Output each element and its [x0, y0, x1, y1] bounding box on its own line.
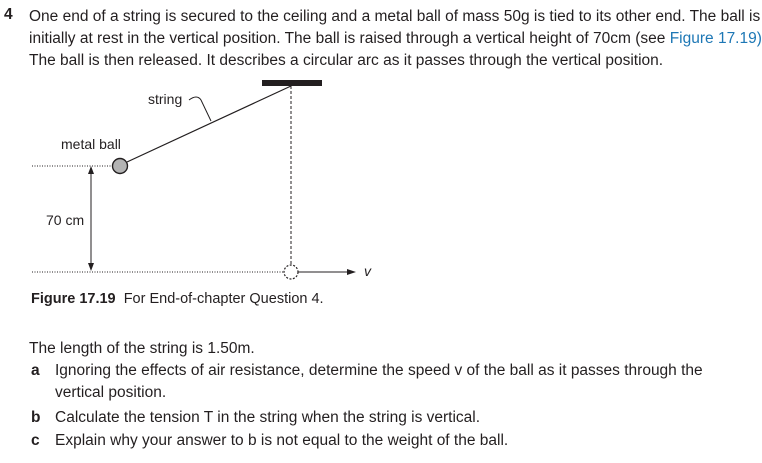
- velocity-arrowhead: [347, 269, 356, 275]
- part-b-label: b: [31, 409, 41, 426]
- part-a-line-1: Ignoring the effects of air resistance, determine the speed v of the ball as it passes through the: [55, 362, 703, 379]
- height-label: 70 cm: [46, 212, 85, 228]
- ceiling-bar: [262, 80, 322, 86]
- height-arrow-top: [88, 166, 94, 174]
- string-label: string: [148, 91, 183, 107]
- part-c-label: c: [31, 432, 40, 449]
- part-a-label: a: [31, 362, 40, 379]
- figure-caption: [31, 291, 324, 307]
- velocity-label: v: [364, 263, 371, 279]
- figure-link[interactable]: Figure 17.19): [669, 30, 762, 47]
- string-leader: [189, 97, 211, 121]
- given-info: The length of the string is 1.50m.: [29, 340, 255, 357]
- height-arrow-bottom: [88, 263, 94, 271]
- part-b-line-1: Calculate the tension T in the string when the string is vertical.: [55, 409, 481, 426]
- pendulum-figure: [0, 80, 400, 285]
- question-intro: [29, 6, 762, 72]
- part-c-line-1: Explain why your answer to b is not equal to the weight of the ball.: [55, 432, 509, 449]
- ball-lowest-position: [284, 265, 298, 279]
- intro-line-3: The ball is then released. It describes a circular arc as it passes through the vertical position.: [29, 52, 664, 69]
- figure-caption-text: For End-of-chapter Question 4.: [123, 291, 324, 307]
- question-number: 4: [4, 6, 13, 23]
- intro-line-1: One end of a string is secured to the ceiling and a metal ball of mass 50g is tied to its other end. The ball is: [29, 8, 761, 25]
- part-a-line-2: vertical position.: [55, 384, 167, 401]
- figure-caption-label: Figure 17.19: [31, 291, 116, 307]
- metal-ball-label: metal ball: [61, 136, 121, 152]
- metal-ball: [113, 159, 128, 174]
- intro-line-2: [29, 28, 762, 50]
- intro-line-2-text: initially at rest in the vertical position. The ball is raised through a vertical height of 70cm (see: [29, 30, 670, 47]
